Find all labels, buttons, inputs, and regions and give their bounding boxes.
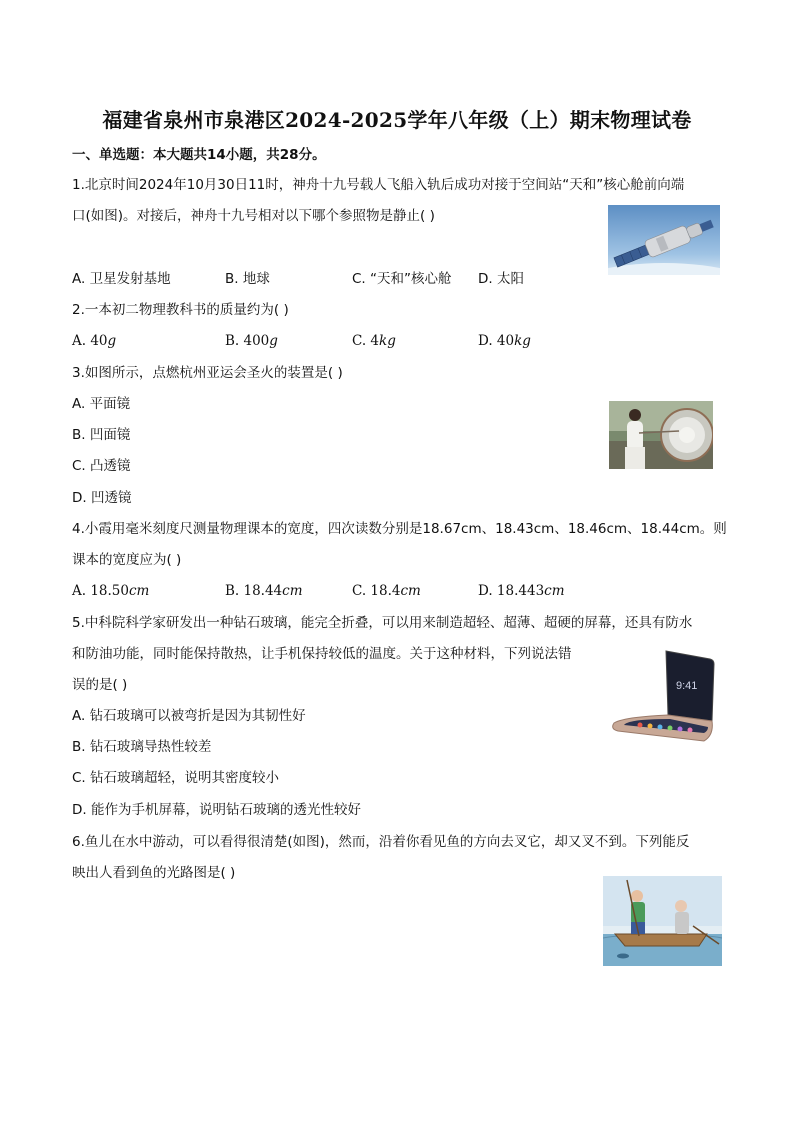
q5-line-2: 和防油功能，同时能保持散热，让手机保持较低的温度。关于这种材料，下列说法错 (72, 646, 572, 662)
fishing-boat-image (603, 876, 722, 966)
q1-line-2: 口(如图)。对接后，神舟十九号相对以下哪个参照物是静止( ) (72, 208, 435, 224)
q2-option-a-unit: g (107, 333, 117, 349)
q4-line-1: 4.小霞用毫米刻度尺测量物理课本的宽度，四次读数分别是18.67cm、18.43cm、18.46cm、18.44cm。则 (72, 521, 727, 537)
q4-option-d (478, 582, 565, 600)
q5-option-c: C. 钻石玻璃超轻，说明其密度较小 (72, 770, 280, 786)
q3-line-1: 3.如图所示，点燃杭州亚运会圣火的装置是( ) (72, 365, 343, 381)
q5-line-3: 误的是( ) (72, 677, 128, 693)
q5-option-b: B. 钻石玻璃导热性较差 (72, 739, 212, 755)
q1-option-b: B. 地球 (225, 271, 270, 287)
q2-option-b-unit: g (269, 333, 278, 349)
q5-option-d: D. 能作为手机屏幕，说明钻石玻璃的透光性较好 (72, 802, 361, 818)
q2-option-d-unit: kg (514, 333, 531, 349)
q2-line-1: 2.一本初二物理教科书的质量约为( ) (72, 302, 289, 318)
q5-option-a: A. 钻石玻璃可以被弯折是因为其韧性好 (72, 708, 306, 724)
q2-option-c-text: C. 4 (352, 333, 380, 349)
q6-line-2: 映出人看到鱼的光路图是( ) (72, 865, 236, 881)
torch-lighting-image (609, 401, 713, 469)
q4-option-b (225, 582, 303, 600)
folding-phone-image (604, 645, 722, 753)
q4-option-a (72, 582, 149, 600)
q2-option-a (72, 332, 116, 350)
page-title: 福建省泉州市泉港区2024-2025学年八年级（上）期末物理试卷 (102, 108, 692, 132)
q4-option-c-unit: cm (400, 583, 421, 599)
q3-option-c: C. 凸透镜 (72, 458, 131, 474)
q4-option-d-unit: cm (544, 583, 565, 599)
q4-option-a-unit: cm (128, 583, 150, 599)
q1-line-1: 1.北京时间2024年10月30日11时，神舟十九号载人飞船入轨后成功对接于空间站“天和”核心舱前向端 (72, 177, 685, 193)
q2-option-b-text: B. 400 (225, 333, 270, 349)
q6-line-1: 6.鱼儿在水中游动，可以看得很清楚(如图)，然而，沿着你看见鱼的方向去叉它，却又叉不到。下列能反 (72, 834, 690, 850)
q2-option-a-text: A. 40 (72, 333, 108, 349)
q4-option-b-unit: cm (282, 583, 303, 599)
phone-time: 9:41 (676, 680, 698, 692)
q1-option-c: C. “天和”核心舱 (352, 271, 452, 287)
q2-option-d (478, 332, 531, 350)
space-station-image (608, 205, 720, 275)
q1-option-d: D. 太阳 (478, 271, 524, 287)
q1-option-a: A. 卫星发射基地 (72, 271, 171, 287)
q3-option-b: B. 凹面镜 (72, 427, 131, 443)
q2-option-c (352, 332, 396, 350)
q2-option-d-text: D. 40 (478, 333, 515, 349)
q4-line-2: 课本的宽度应为( ) (72, 552, 182, 568)
q3-option-d: D. 凹透镜 (72, 490, 132, 506)
q4-option-b-text: B. 18.44 (225, 583, 283, 599)
q4-option-a-text: A. 18.50 (72, 583, 129, 599)
q5-line-1: 5.中科院科学家研发出一种钻石玻璃，能完全折叠，可以用来制造超轻、超薄、超硬的屏幕，还具有防水 (72, 615, 693, 631)
q4-option-c (352, 582, 421, 600)
q4-option-d-text: D. 18.443 (478, 583, 545, 599)
q4-option-c-text: C. 18.4 (352, 583, 401, 599)
section-heading: 一、单选题：本大题共14小题，共28分。 (72, 147, 326, 163)
q3-option-a: A. 平面镜 (72, 396, 131, 412)
q2-option-b (225, 332, 278, 350)
q2-option-c-unit: kg (379, 333, 396, 349)
